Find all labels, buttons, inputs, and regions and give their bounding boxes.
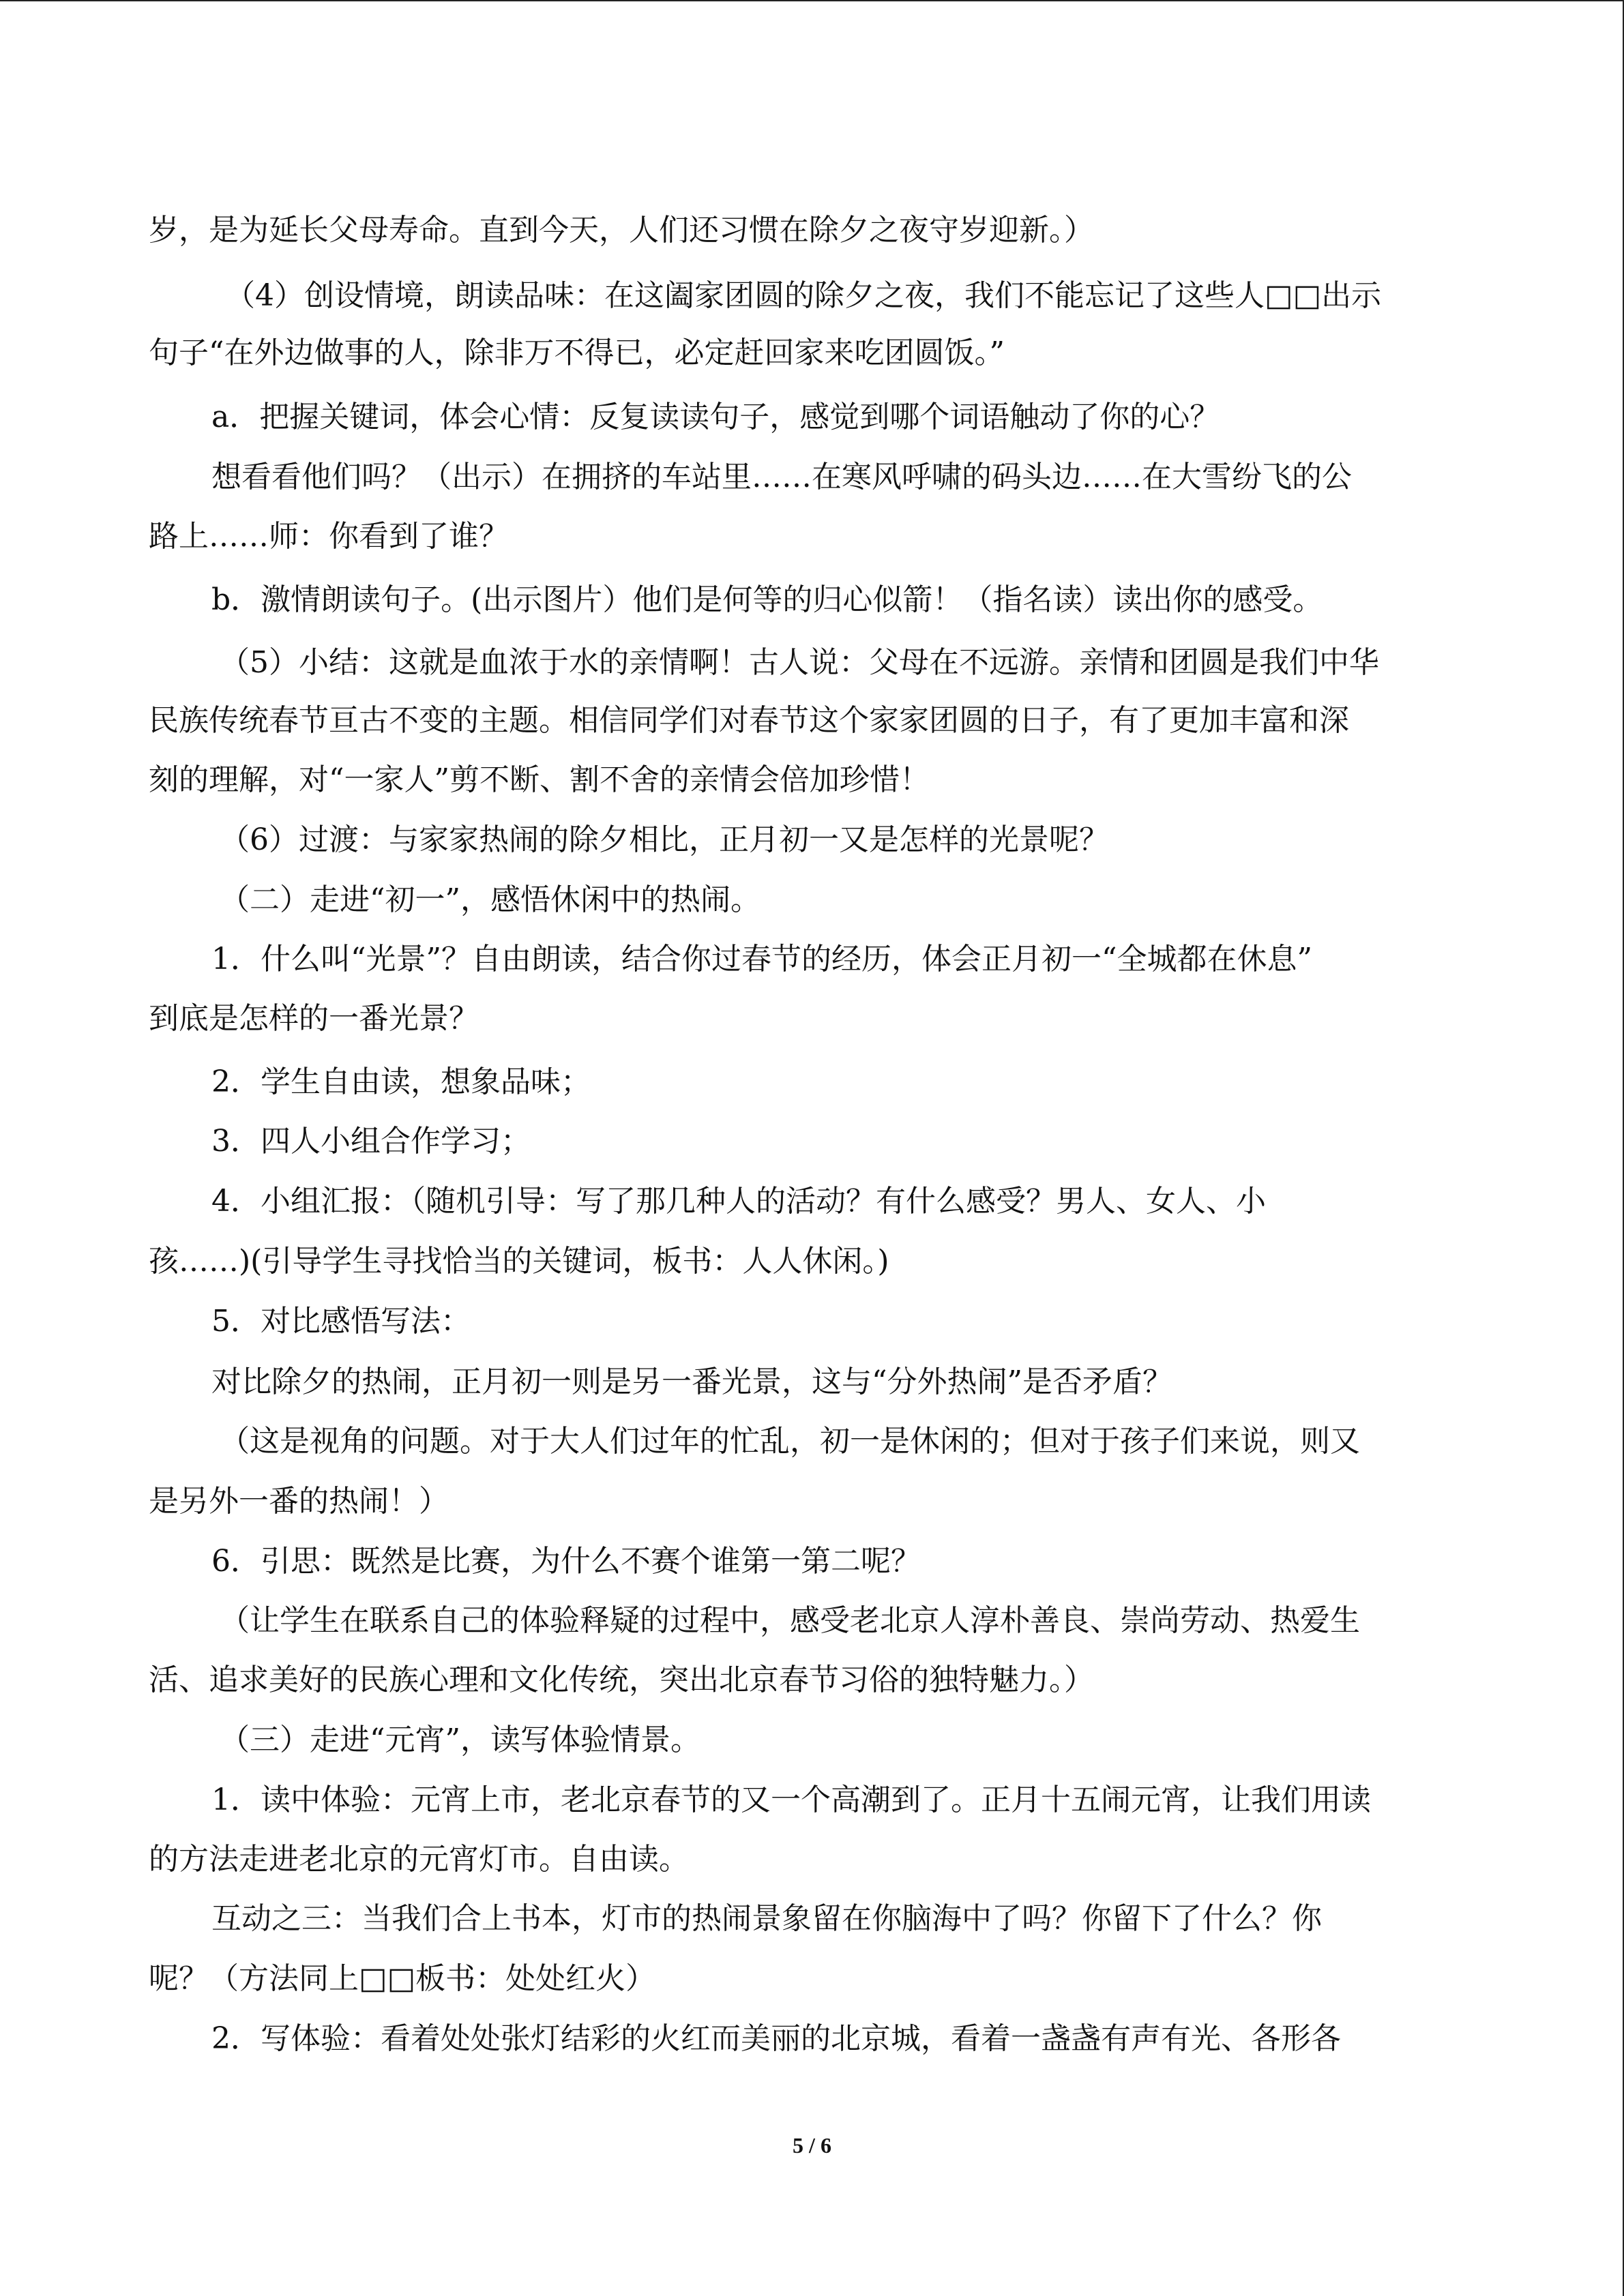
- text-line-20: 对比除夕的热闹，正月初一则是另一番光景，这与“分外热闹”是否矛盾？: [211, 1365, 1172, 1399]
- text-line-23: 6．引思：既然是比赛，为什么不赛个谁第一第二呢？: [211, 1544, 921, 1579]
- text-line-5: 想看看他们吗？（出示）在拥挤的车站里……在寒风呼啸的码头边……在大雪纷飞的公: [211, 460, 1352, 494]
- text-line-11: （6）过渡：与家家热闹的除夕相比，正月初一又是怎样的光景呢？: [220, 822, 1109, 857]
- text-line-19: 5．对比感悟写法：: [211, 1304, 471, 1339]
- text-line-9: 民族传统春节亘古不变的主题。相信同学们对春节这个家家团圆的日子，有了更加丰富和深: [149, 703, 1349, 738]
- text-line-27: 1．读中体验：元宵上市，老北京春节的又一个高潮到了。正月十五闹元宵，让我们用读: [211, 1783, 1371, 1817]
- text-line-13: 1．什么叫“光景”？自由朗读，结合你过春节的经历，体会正月初一“全城都在休息”: [211, 942, 1312, 976]
- text-line-15: 2．学生自由读，想象品味；: [211, 1064, 591, 1099]
- text-line-14: 到底是怎样的一番光景？: [149, 1001, 479, 1036]
- page-number: 5 / 6: [793, 2133, 831, 2158]
- text-line-22: 是另外一番的热闹！）: [149, 1484, 449, 1519]
- text-line-4: a．把握关键词，体会心情：反复读读句子，感觉到哪个词语触动了你的心？: [211, 400, 1220, 434]
- text-line-18: 孩……)(引导学生寻找恰当的关键词，板书：人人休闲。): [149, 1244, 889, 1279]
- text-line-30: 呢？（方法同上□□板书：处处红火）: [149, 1961, 656, 1996]
- text-line-3: 句子“在外边做事的人，除非万不得已，必定赶回家来吃团圆饭。”: [149, 336, 1005, 370]
- text-line-16: 3．四人小组合作学习；: [211, 1124, 531, 1159]
- text-line-12: （二）走进“初一”，感悟休闲中的热闹。: [220, 882, 761, 917]
- text-line-17: 4．小组汇报：（随机引导：写了那几种人的活动？有什么感受？男人、女人、小: [211, 1184, 1266, 1219]
- text-line-10: 刻的理解，对“一家人”剪不断、割不舍的亲情会倍加珍惜！: [149, 762, 930, 797]
- text-line-2: （4）创设情境，朗读品味：在这阖家团圆的除夕之夜，我们不能忘记了这些人□□出示: [225, 278, 1382, 313]
- text-line-24: （让学生在联系自己的体验释疑的过程中，感受老北京人淳朴善良、崇尚劳动、热爱生: [220, 1603, 1360, 1638]
- text-line-6: 路上……师：你看到了谁？: [149, 519, 509, 554]
- text-line-8: （5）小结：这就是血浓于水的亲情啊！古人说：父母在不远游。亲情和团圆是我们中华: [220, 645, 1379, 680]
- text-line-1: 岁，是为延长父母寿命。直到今天，人们还习惯在除夕之夜守岁迎新。）: [149, 213, 1094, 248]
- text-line-21: （这是视角的问题。对于大人们过年的忙乱，初一是休闲的；但对于孩子们来说，则又: [220, 1424, 1360, 1459]
- text-line-7: b．激情朗读句子。(出示图片）他们是何等的归心似箭！（指名读）读出你的感受。: [211, 582, 1323, 617]
- text-line-31: 2．写体验：看着处处张灯结彩的火红而美丽的北京城，看着一盏盏有声有光、各形各: [211, 2021, 1341, 2056]
- text-line-28: 的方法走进老北京的元宵灯市。自由读。: [149, 1842, 689, 1877]
- text-line-25: 活、追求美好的民族心理和文化传统，突出北京春节习俗的独特魅力。）: [149, 1663, 1094, 1697]
- text-line-26: （三）走进“元宵”，读写体验情景。: [220, 1723, 700, 1757]
- text-line-29: 互动之三：当我们合上书本，灯市的热闹景象留在你脑海中了吗？你留下了什么？你: [211, 1901, 1322, 1936]
